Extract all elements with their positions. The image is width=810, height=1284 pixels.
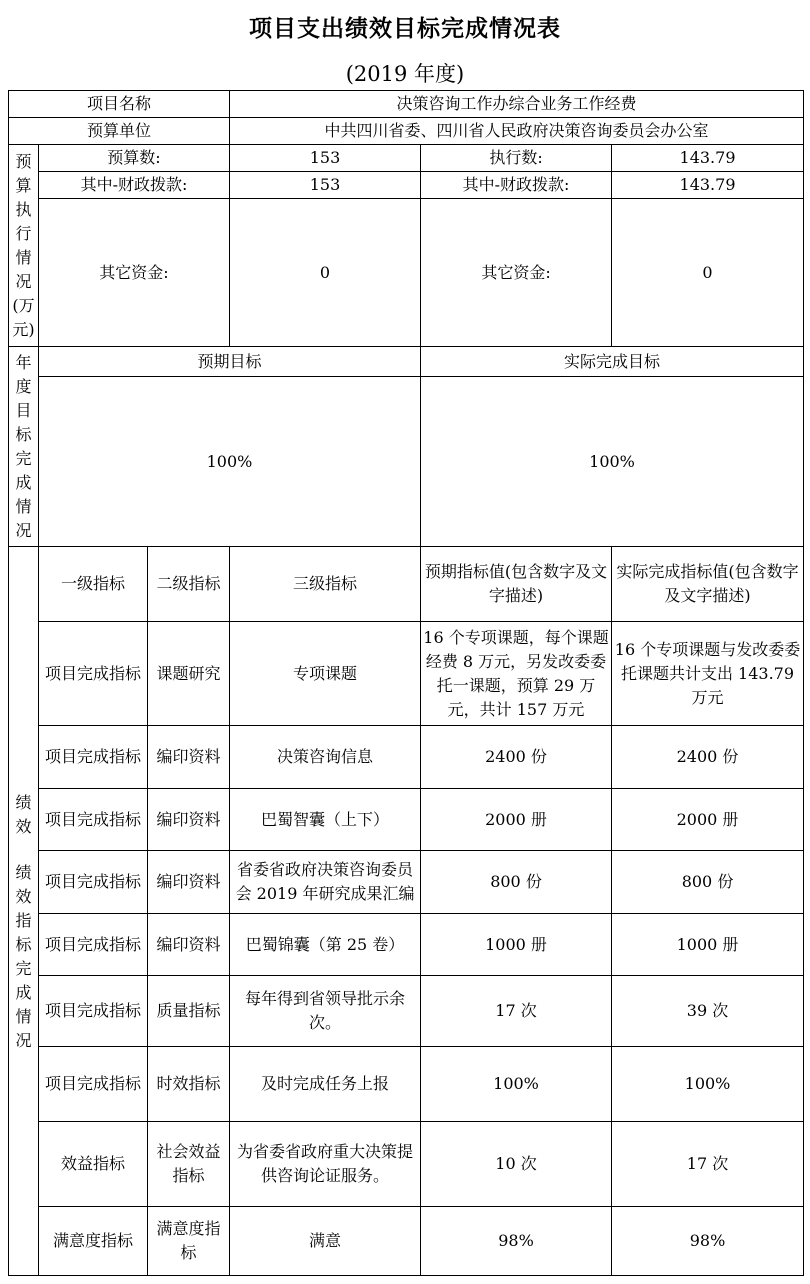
row-level3: 巴蜀智囊（上下） (230, 789, 421, 851)
table-row (9, 1207, 804, 1276)
row-actual: 98% (612, 1207, 804, 1276)
annual-value-row (9, 377, 804, 547)
project-name-value: 决策咨询工作办综合业务工作经费 (230, 91, 804, 118)
row-actual: 2000 册 (612, 789, 804, 851)
row-actual: 800 份 (612, 851, 804, 914)
row-expected: 2000 册 (421, 789, 612, 851)
row-expected: 16 个专项课题，每个课题经费 8 万元，另发改委委托一课题，预算 29 万元，共计 157 万元 (421, 622, 612, 726)
actual-target-value: 100% (421, 377, 804, 547)
row-expected: 10 次 (421, 1122, 612, 1207)
exec-amount-value: 143.79 (612, 145, 804, 172)
row-level2: 课题研究 (148, 622, 230, 726)
row-expected: 17 次 (421, 976, 612, 1047)
budget-other-row (9, 199, 804, 347)
row-level1: 项目完成指标 (39, 622, 148, 726)
expected-target-value: 100% (39, 377, 421, 547)
row-level1: 项目完成指标 (39, 851, 148, 914)
row-expected: 98% (421, 1207, 612, 1276)
other-exec-label: 其它资金: (421, 199, 612, 347)
header-level1: 一级指标 (39, 547, 148, 622)
row-actual: 1000 册 (612, 914, 804, 976)
other-budget-value: 0 (230, 199, 421, 347)
project-name-row (9, 91, 804, 118)
row-level2: 质量指标 (148, 976, 230, 1047)
row-level2: 编印资料 (148, 726, 230, 789)
performance-section-label (9, 547, 39, 1276)
row-level3: 省委省政府决策咨询委员会 2019 年研究成果汇编 (230, 851, 421, 914)
row-actual: 2400 份 (612, 726, 804, 789)
performance-label-full: 绩效指标完成情况 (15, 863, 32, 1050)
header-level2: 二级指标 (148, 547, 230, 622)
row-expected: 800 份 (421, 851, 612, 914)
table-row (9, 789, 804, 851)
other-budget-label: 其它资金: (39, 199, 230, 347)
header-expected: 预期指标值(包含数字及文字描述) (421, 547, 612, 622)
table-row (9, 914, 804, 976)
annual-section-label: 年度目标完成情况 (9, 347, 39, 547)
indicator-header-row (9, 547, 804, 622)
project-name-label: 项目名称 (9, 91, 230, 118)
fiscal-budget-label: 其中-财政拨款: (39, 172, 230, 199)
fiscal-exec-label: 其中-财政拨款: (421, 172, 612, 199)
row-level1: 满意度指标 (39, 1207, 148, 1276)
budget-unit-label: 预算单位 (9, 118, 230, 145)
performance-table (8, 90, 804, 1276)
table-row (9, 726, 804, 789)
row-level3: 为省委省政府重大决策提供咨询论证服务。 (230, 1122, 421, 1207)
table-row (9, 1122, 804, 1207)
row-level1: 效益指标 (39, 1122, 148, 1207)
table-row (9, 622, 804, 726)
row-actual: 100% (612, 1047, 804, 1122)
row-level3: 每年得到省领导批示余次。 (230, 976, 421, 1047)
row-level2: 社会效益指标 (148, 1122, 230, 1207)
row-level3: 巴蜀锦囊（第 25 卷） (230, 914, 421, 976)
year-subtitle: (2019 年度) (345, 62, 465, 86)
budget-unit-row (9, 118, 804, 145)
row-level2: 编印资料 (148, 914, 230, 976)
budget-unit-value: 中共四川省委、四川省人民政府决策咨询委员会办公室 (230, 118, 804, 145)
fiscal-exec-value: 143.79 (612, 172, 804, 199)
row-level3: 决策咨询信息 (230, 726, 421, 789)
row-expected: 100% (421, 1047, 612, 1122)
budget-amount-value: 153 (230, 145, 421, 172)
budget-fiscal-row (9, 172, 804, 199)
row-level1: 项目完成指标 (39, 726, 148, 789)
row-level1: 项目完成指标 (39, 914, 148, 976)
expected-target-header: 预期目标 (39, 347, 421, 377)
row-level1: 项目完成指标 (39, 976, 148, 1047)
row-level2: 时效指标 (148, 1047, 230, 1122)
table-row (9, 976, 804, 1047)
fiscal-budget-value: 153 (230, 172, 421, 199)
row-expected: 1000 册 (421, 914, 612, 976)
row-actual: 16 个专项课题与发改委委托课题共计支出 143.79 万元 (612, 622, 804, 726)
header-actual: 实际完成指标值(包含数字及文字描述) (612, 547, 804, 622)
exec-amount-label: 执行数: (421, 145, 612, 172)
other-exec-value: 0 (612, 199, 804, 347)
actual-target-header: 实际完成目标 (421, 347, 804, 377)
header-level3: 三级指标 (230, 547, 421, 622)
annual-header-row (9, 347, 804, 377)
row-level3: 专项课题 (230, 622, 421, 726)
budget-amount-label: 预算数: (39, 145, 230, 172)
row-level3: 及时完成任务上报 (230, 1047, 421, 1122)
row-actual: 17 次 (612, 1122, 804, 1207)
row-actual: 39 次 (612, 976, 804, 1047)
performance-label-cut: 绩效 (15, 793, 32, 836)
budget-section-label: 预算执行情况(万元) (9, 145, 39, 347)
budget-total-row (9, 145, 804, 172)
row-level2: 编印资料 (148, 851, 230, 914)
row-level1: 项目完成指标 (39, 789, 148, 851)
row-level1: 项目完成指标 (39, 1047, 148, 1122)
row-level2: 满意度指标 (148, 1207, 230, 1276)
page-title: 项目支出绩效目标完成情况表 (249, 15, 561, 42)
table-row (9, 851, 804, 914)
row-expected: 2400 份 (421, 726, 612, 789)
row-level2: 编印资料 (148, 789, 230, 851)
table-row (9, 1047, 804, 1122)
row-level3: 满意 (230, 1207, 421, 1276)
